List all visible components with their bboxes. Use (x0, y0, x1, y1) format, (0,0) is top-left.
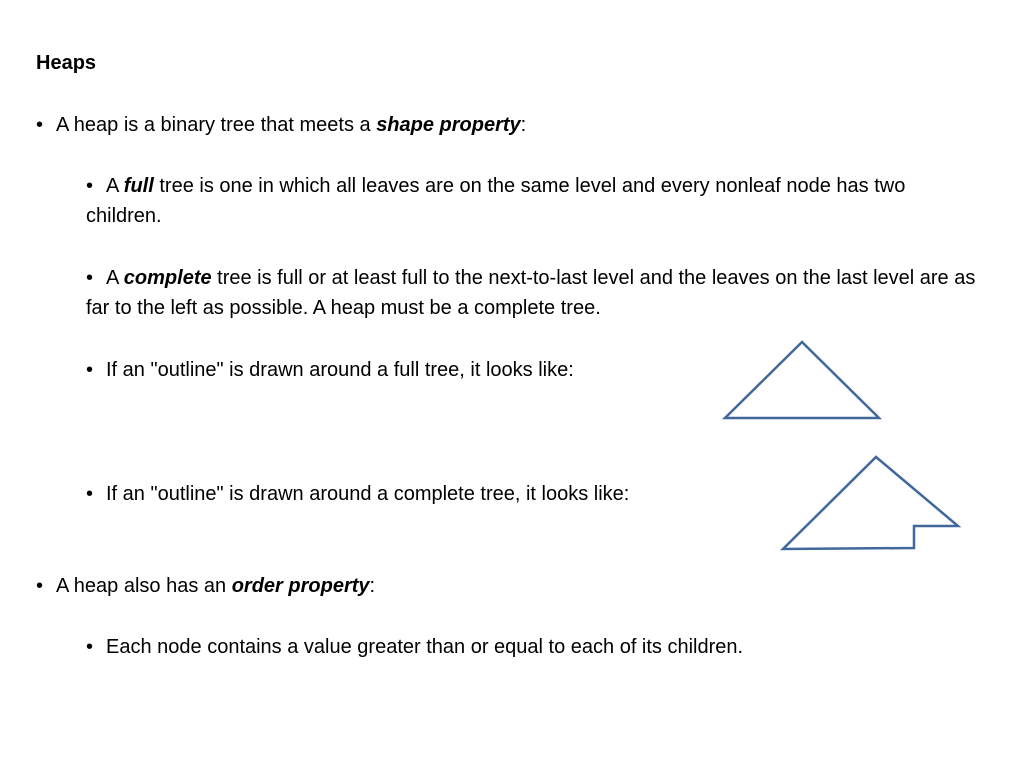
bullet-text: A (106, 267, 124, 289)
bullet-text-tail: : (520, 114, 527, 136)
bullet-glyph: • (86, 483, 94, 505)
bullet-text: If an "outline" is drawn around a full tree, it looks like: (106, 359, 574, 381)
subbullet-complete-definition (86, 263, 976, 323)
bullet-text: If an "outline" is drawn around a complete tree, it looks like: (106, 483, 630, 505)
subbullet-order-definition (86, 632, 743, 662)
full-tree-outline-icon (720, 336, 885, 424)
bullet-shape-property (36, 110, 526, 140)
term-shape-property: shape property (376, 114, 521, 136)
bullet-text: Each node contains a value greater than or equal to each of its children. (106, 636, 744, 658)
bullet-glyph: • (86, 267, 94, 289)
bullet-text-tail: tree is one in which all leaves are on the same level and every nonleaf node has two children. (86, 175, 906, 227)
bullet-glyph: • (86, 175, 94, 197)
bullet-glyph: • (86, 636, 94, 658)
subbullet-full-definition (86, 171, 976, 231)
bullet-order-property (36, 571, 375, 601)
bullet-glyph: • (36, 114, 44, 136)
bullet-glyph: • (86, 359, 94, 381)
slide-title: Heaps (36, 52, 97, 74)
bullet-text: A heap also has an (56, 575, 232, 597)
bullet-text-tail: : (369, 575, 376, 597)
subbullet-full-outline (86, 355, 574, 385)
bullet-text-tail: tree is full or at least full to the next-to-last level and the leaves on the last level are as far to the left as possible. A heap must be a complete tree. (86, 267, 976, 319)
bullet-glyph: • (36, 575, 44, 597)
term-full: full (123, 175, 154, 197)
term-complete: complete (123, 267, 212, 289)
subbullet-complete-outline (86, 479, 629, 509)
bullet-text: A (106, 175, 124, 197)
bullet-text: A heap is a binary tree that meets a (56, 114, 377, 136)
term-order-property: order property (231, 575, 370, 597)
complete-tree-outline-icon (776, 452, 964, 556)
